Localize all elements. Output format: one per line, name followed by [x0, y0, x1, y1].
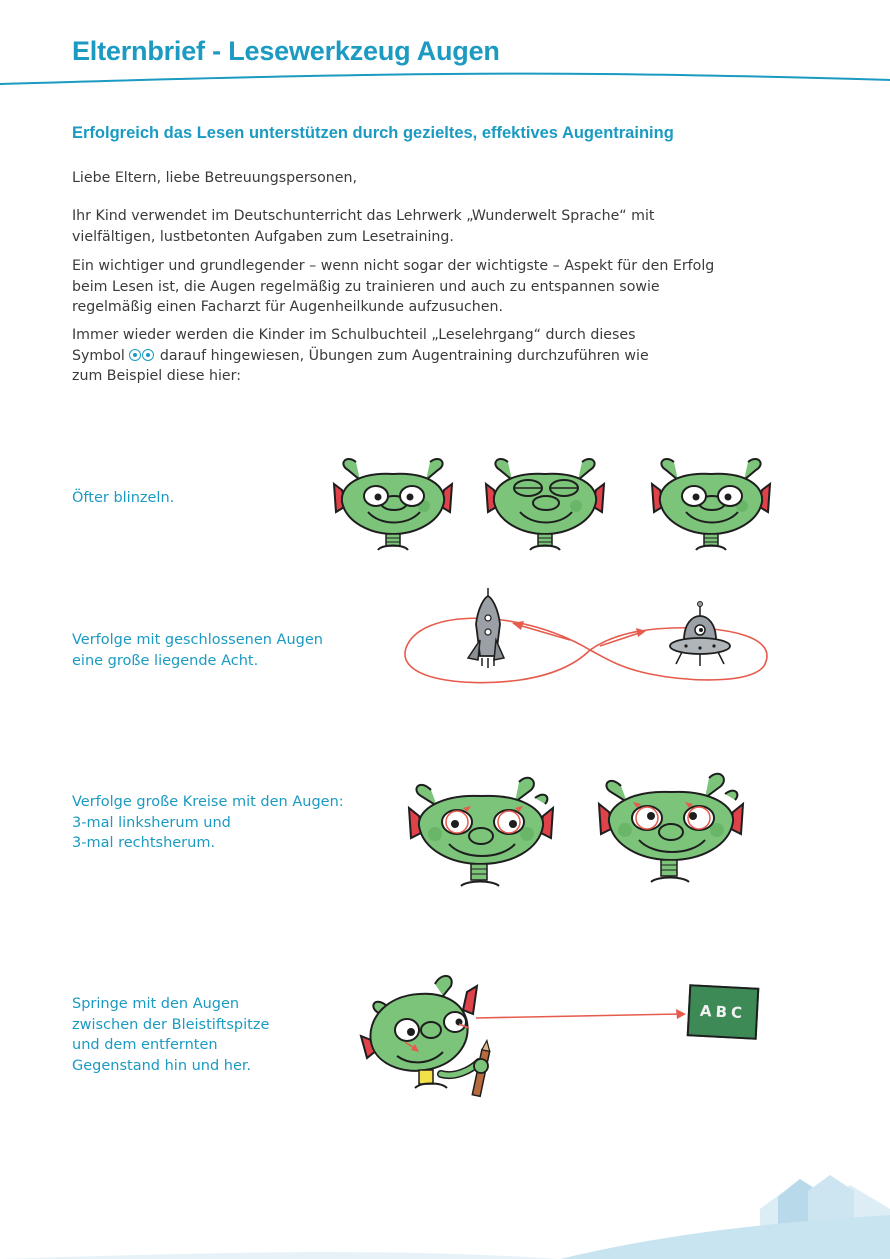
caption-line: Springe mit den Augen [72, 996, 240, 1012]
salutation: Liebe Eltern, liebe Betreuungspersonen, [72, 170, 357, 186]
alien-open-eyes-2 [652, 459, 770, 550]
exercise-caption-jump [72, 994, 362, 1076]
caption-line: eine große liegende Acht. [72, 652, 259, 669]
exercise-caption-blink: Öfter blinzeln. [72, 490, 175, 506]
caption-line: Verfolge mit geschlossenen Augen [72, 632, 323, 648]
paragraph-symbol-text-a: Immer wieder werden die Kinder im Schulbuchteil „Leselehrgang“ durch dieses Symbol [72, 327, 636, 364]
header-wave-line [0, 0, 890, 100]
caption-line: Gegenstand hin und her. [72, 1057, 252, 1074]
ufo-icon [670, 602, 730, 667]
caption-line: und dem entfernten [72, 1037, 218, 1053]
exercise-caption-figure-eight [72, 630, 362, 671]
caption-line: 3-mal linksherum und [72, 814, 231, 831]
exercise-caption-circles [72, 792, 362, 854]
figure-eight-illustration [400, 588, 780, 698]
page-subtitle: Erfolgreich das Lesen unterstützen durch gezieltes, effektives Augentraining [72, 124, 674, 142]
caption-line: zwischen der Bleistiftspitze [72, 1016, 270, 1033]
circling-eyes-illustration [405, 764, 785, 894]
alien-pencil-illustration [355, 966, 515, 1106]
jump-arrow [474, 1008, 694, 1028]
alien-circling-right [599, 774, 743, 882]
alien-closed-eyes [486, 459, 604, 550]
paragraph-intro: Ihr Kind verwendet im Deutschunterricht das Lehrwerk „Wunderwelt Sprache“ mit vielfältigen, lustbetonten Aufgaben zum Lesetraining. [72, 208, 655, 245]
footer-decoration [0, 1149, 890, 1259]
paragraph-importance: Ein wichtiger und grundlegender – wenn nicht sogar der wichtigste – Aspekt für den Erfolg beim Lesen ist, die Augen regelmäßig zu trainieren und auch zu entspannen sowie regelmäßig einen Facharzt für Augenheilkunde aufzusuchen. [72, 258, 715, 315]
paragraph-symbol [72, 325, 672, 387]
alien-open-eyes-1 [334, 459, 452, 550]
rocket-icon [468, 588, 504, 668]
paragraph-symbol-text-b: darauf hingewiesen, Übungen zum Augentraining durchzuführen wie zum Beispiel diese hier: [72, 347, 649, 384]
alien-circling-left [409, 778, 553, 886]
page-title: Elternbrief - Lesewerkzeug Augen [72, 36, 500, 66]
blackboard [687, 984, 760, 1040]
caption-line: Verfolge große Kreise mit den Augen: [72, 794, 344, 810]
blackboard-text: ABC [699, 1001, 747, 1023]
blinking-aliens-illustration [330, 446, 790, 566]
eyes-symbol-icon [129, 348, 155, 364]
caption-line: 3-mal rechtsherum. [72, 835, 216, 851]
